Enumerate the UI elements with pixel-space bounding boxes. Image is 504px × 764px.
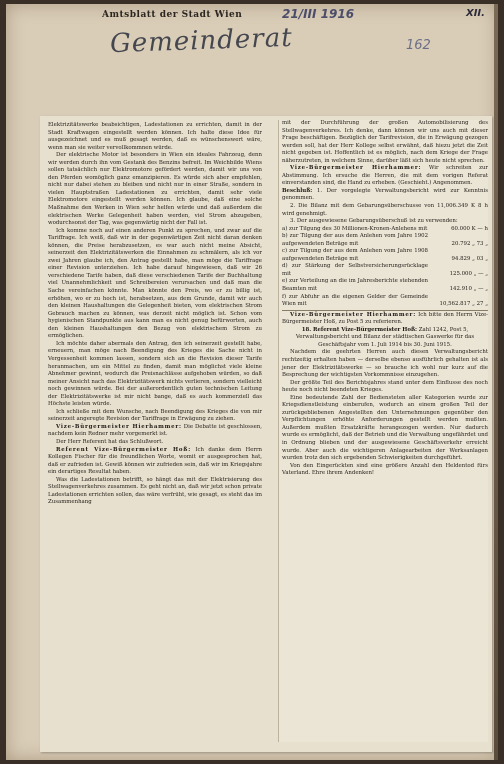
allocation-label: b) zur Tilgung der aus dem Anlehen vom Jahre 1902 aufgewendeten Beträge mit: [282, 233, 428, 247]
resolution-item: 1. Der vorgelegte Verwaltungsbericht wird zur Kenntnis genommen.: [282, 187, 488, 202]
paragraph: Ich komme noch auf einen anderen Punkt zu sprechen, und zwar auf die Tariffrage. Ich weiß, daß wir in der gegenwärtigen Zeit nicht daran denken können, die Preise herabzusetzen, es war auch nicht meine Absicht, seinerzeit den Elektrizitätswerken die Einnahmen zu schmälern, als ich vor zwei Jahren glaube ich, den Antrag gestellt habe, man möge die Tariffrage einer Revision unterziehen. Ich habe darauf hingewiesen, daß wir 26 verschiedene Tarife haben, daß diese verschiedenen Tarife der Buchhaltung viel Unannehmlichkeit und Schreibereien verursachen und daß man die Sache vereinfachen könnte. Man könnte den Preis, wo er zu billig ist, erhöhen, wo er zu hoch ist, herabsetzen, aus dem Grunde, damit wir auch den kleinen Haushaltungen die Gelegenheit bieten, vom elektrischen Strom Gebrauch machen zu können, was derzeit nicht möglich ist. Schon vom hygienischen Standpunkte aus kann man es nicht genug befürworten, auch den kleinen Haushaltungen den Bezug von elektrischem Strom zu ermöglichen.: [48, 227, 262, 340]
agenda-text: Zahl 1242, Post 5, Verwaltungsbericht und Bilanz der städtischen Gaswerke für das Geschäftsjahr vom 1. Juli 1914 bis 30. Juni 1915.: [295, 326, 475, 348]
masthead: Amtsblatt der Stadt Wien: [102, 10, 243, 20]
resolution: [282, 188, 488, 203]
allocation-row: [282, 278, 488, 293]
paragraph: Von den Eingerückten sind eine größere Anzahl den Heldentod fürs Vaterland. Ehre ihrem Andenken!: [282, 462, 488, 477]
allocation-amount: 94.829 „ 03 „: [451, 255, 488, 262]
allocation-row: [282, 263, 488, 278]
speaker-text: Wir schreiten zur Abstimmung. Ich ersuche die Herren, die mit dem vorigen Referat einverstanden sind, die Hand zu erheben. (Geschieht.) Angenommen.: [282, 165, 488, 187]
agenda-item: [282, 327, 488, 350]
speaker-name: Vize-Bürgermeister Hierhammer:: [290, 311, 416, 318]
sheet-edge: [494, 4, 498, 760]
allocation-label: e) zur Verteilung an die im Jahresberichte stehenden Beamten mit: [282, 278, 428, 293]
allocation-row: [282, 248, 488, 263]
speaker-paragraph: [48, 447, 262, 477]
speaker-name: Vize-Bürgermeister Hierhammer:: [56, 423, 182, 430]
paragraph: Der elektrische Motor ist besonders in Wien ein ideales Fahrzeug, denn wir werden durch ihn vom Gestank des Benzins befreit. Im Weichbilde Wiens sollen tatsächlich nur Elektromotore gefördert werden, damit wir uns von den Pferden womöglich ganz emanzipieren. Es würde sich aber empfehlen, nicht nur dabei stehen zu bleiben und nicht nur in einer Straße, sondern in vielen Hauptstraßen Ladestationen zu errichten, damit sehr viele Elektromotore eingestellt werden können. Ich glaube, daß eine solche Maßnahme den Werken in Wien sehr helfen würde und daß außerdem die elektrischen Werke Gelegenheit haben werden, viel Strom abzugeben, wodurchsonst der Tag, was gegenwärtig nicht der Fall ist.: [48, 152, 262, 227]
allocation-amount: 20.792 „ 73 „: [451, 240, 488, 247]
speaker-paragraph: [282, 165, 488, 188]
allocation-label: f) zur Abfuhr an die eigenen Gelder der Gemeinde Wien mit: [282, 293, 428, 308]
paragraph: Der größte Teil des Berichtsjahres stand unter dem Einflusse des noch heute noch nicht beendeten Krieges.: [282, 379, 488, 394]
right-column: [278, 120, 488, 742]
speaker-name: Referent Vize-Bürgermeister Hoß:: [56, 446, 191, 453]
paragraph: Ich möchte daher abermals den Antrag, den ich seinerzeit gestellt habe, erneuern, man möge nach Beendigung des Krieges die Sache nicht in Vergessenheit kommen lassen, sondern sich an die Revision dieser Tarife heranmachen, um ein Mittel zu finden, damit man möglichst viele kleine Abnehmer gewinnt, wodurch die Preisnachlässe aufgehoben würden, so daß meiner Ansicht nach das Elektrizitätswerk nichts verlieren, sondern vielleicht noch gewinnen würde. Bei der außerordentlich guten technischen Leitung der Elektrizitätswerke ist mir nicht bange, daß es auch kommerziell das Höchste leisten würde.: [48, 340, 262, 408]
allocation-table: [282, 226, 488, 309]
allocation-row: [282, 294, 488, 309]
agenda-heading: 18. Referent Vize-Bürgermeister Hoß:: [301, 326, 418, 333]
allocation-amount: 10,562.817 „ 27 „: [439, 301, 488, 308]
speaker-paragraph: [48, 424, 262, 439]
paragraph: Nachdem die geehrten Herren auch diesen Verwaltungsbericht rechtzeitig erhalten haben — derselbe ebenso ausführlich gehalten ist als jener der Elektrizitätswerke — so brauche ich wohl nur kurz auf die Besprechung der wichtigsten Vorkommnisse einzugehen.: [282, 349, 488, 379]
resolution-item: 2. Die Bilanz mit dem Gebarungsüberschusse von 11,006.349 K 8 h wird genehmigt.: [282, 203, 488, 217]
paragraph: Elektrizitätswerke beabsichtigen, Ladestationen zu errichten, damit in der Stadt Kraftwagen eingestellt werden können. Ich halte diese Idee für ausgezeichnet und es muß gesagt werden, daß es wünschenswert wäre, wenn man sie weiter vervollkommnen würde.: [48, 122, 262, 151]
handwritten-number: XII.: [466, 8, 485, 19]
archive-sheet: [6, 4, 498, 760]
paragraph: Eine bedeutende Zahl der Bediensteten aller Kategorien wurde zur Kriegsdienstleistung einberufen, wodurch an einem großen Teil der zurückgebliebenen Angestellten den Unternehmungen gegenüber den Verpflichtungen erhöhte Anforderungen gestellt werden mußten. Außerdem mußten Ersatzkräfte herangezogen werden. Nur dadurch wurde es ermöglicht, daß der Betrieb und die Verwaltung ungefährdet und in Ordnung blieben und der ausgewiesene Geschäftsverkehr erreicht wurde. Aber auch die wichtigeren Anlagearbeiten der Werksanlagen wurden trotz den sich ergebenden Schwierigkeiten durchgeführt.: [282, 394, 488, 462]
allocation-amount: 60.000 K — h: [451, 225, 488, 232]
paragraph: Was die Ladestationen betrifft, so hängt das mit der Elektrisierung des Stellwagenverkehres zusammen. Es geht nicht an, daß wir jetzt schon private Ladestationen errichten sollen, das wäre verfrüht, wie gesagt, es steht das im Zusammenhang: [48, 476, 262, 506]
speaker-name: Vize-Bürgermeister Hierhammer:: [290, 165, 422, 172]
speaker-text: Ich danke dem Herrn Kollegen Fischer für die freundlichen Worte, womit er ausgesprochen hat, daß er zufrieden ist. Gewiß können wir zufrieden sein, daß wir im Kriegsjahre ein derartiges Resultat haben.: [48, 446, 262, 476]
allocation-amount: 142.910 „ — „: [449, 286, 488, 293]
handwritten-page-number: 162: [406, 38, 431, 53]
handwritten-title: Gemeinderat: [109, 22, 294, 60]
divider: [282, 310, 488, 311]
speaker-text: Die Debatte ist geschlossen, nachdem kein Redner mehr vorgemerkt ist.: [48, 423, 262, 438]
speaker-paragraph: [282, 312, 488, 327]
allocation-label: d) zur Stärkung der Selbstversicherungsrücklage mit: [282, 263, 428, 277]
resolution-item: 3. Der ausgewiesene Gebarungsüberschuß ist zu verwenden:: [290, 218, 458, 225]
left-column: [48, 122, 262, 744]
paragraph: mit der Durchführung der großen Automobilisierung des Stellwagenverkehres. Ich denke, dann können wir uns auch mit dieser Frage beschäftigen. Bezüglich der Tarifrevision, die in Erwägung gezogen werden soll, hat der Herr Kollege selbst erwähnt, daß hiezu jetzt die Zeit nicht gegeben ist. Hoffentlich ist es möglich, nach dem Kriege der Frage näherzutreten, in welchem Sinne, darüber läßt sich heute nicht sprechen.: [282, 120, 488, 164]
resolution-label: Beschluß:: [282, 187, 313, 194]
speaker-text: Ich bitte den Herrn Vize-Bürgermeister Hoß, zu Post 5 zu referieren.: [282, 311, 488, 326]
allocation-amount: 125.000 „ — „: [449, 270, 488, 277]
paragraph: Ich schließe mit dem Wunsche, nach Beendigung des Krieges die von mir seinerzeit angeregte Revision der Tariffrage in Erwägung zu ziehen.: [48, 408, 262, 423]
allocation-row: [282, 233, 488, 248]
allocation-label: c) zur Tilgung der aus dem Anlehen vom Jahre 1908 aufgewendeten Beträge mit: [282, 248, 428, 262]
paragraph: Der Herr Referent hat das Schlußwort.: [56, 438, 164, 445]
newspaper-clipping: [40, 116, 492, 752]
allocation-label: a) zur Tilgung des 30 Millionen-Kronen-Anlehens mit: [282, 225, 428, 232]
handwritten-date: 21/III 1916: [282, 7, 355, 21]
